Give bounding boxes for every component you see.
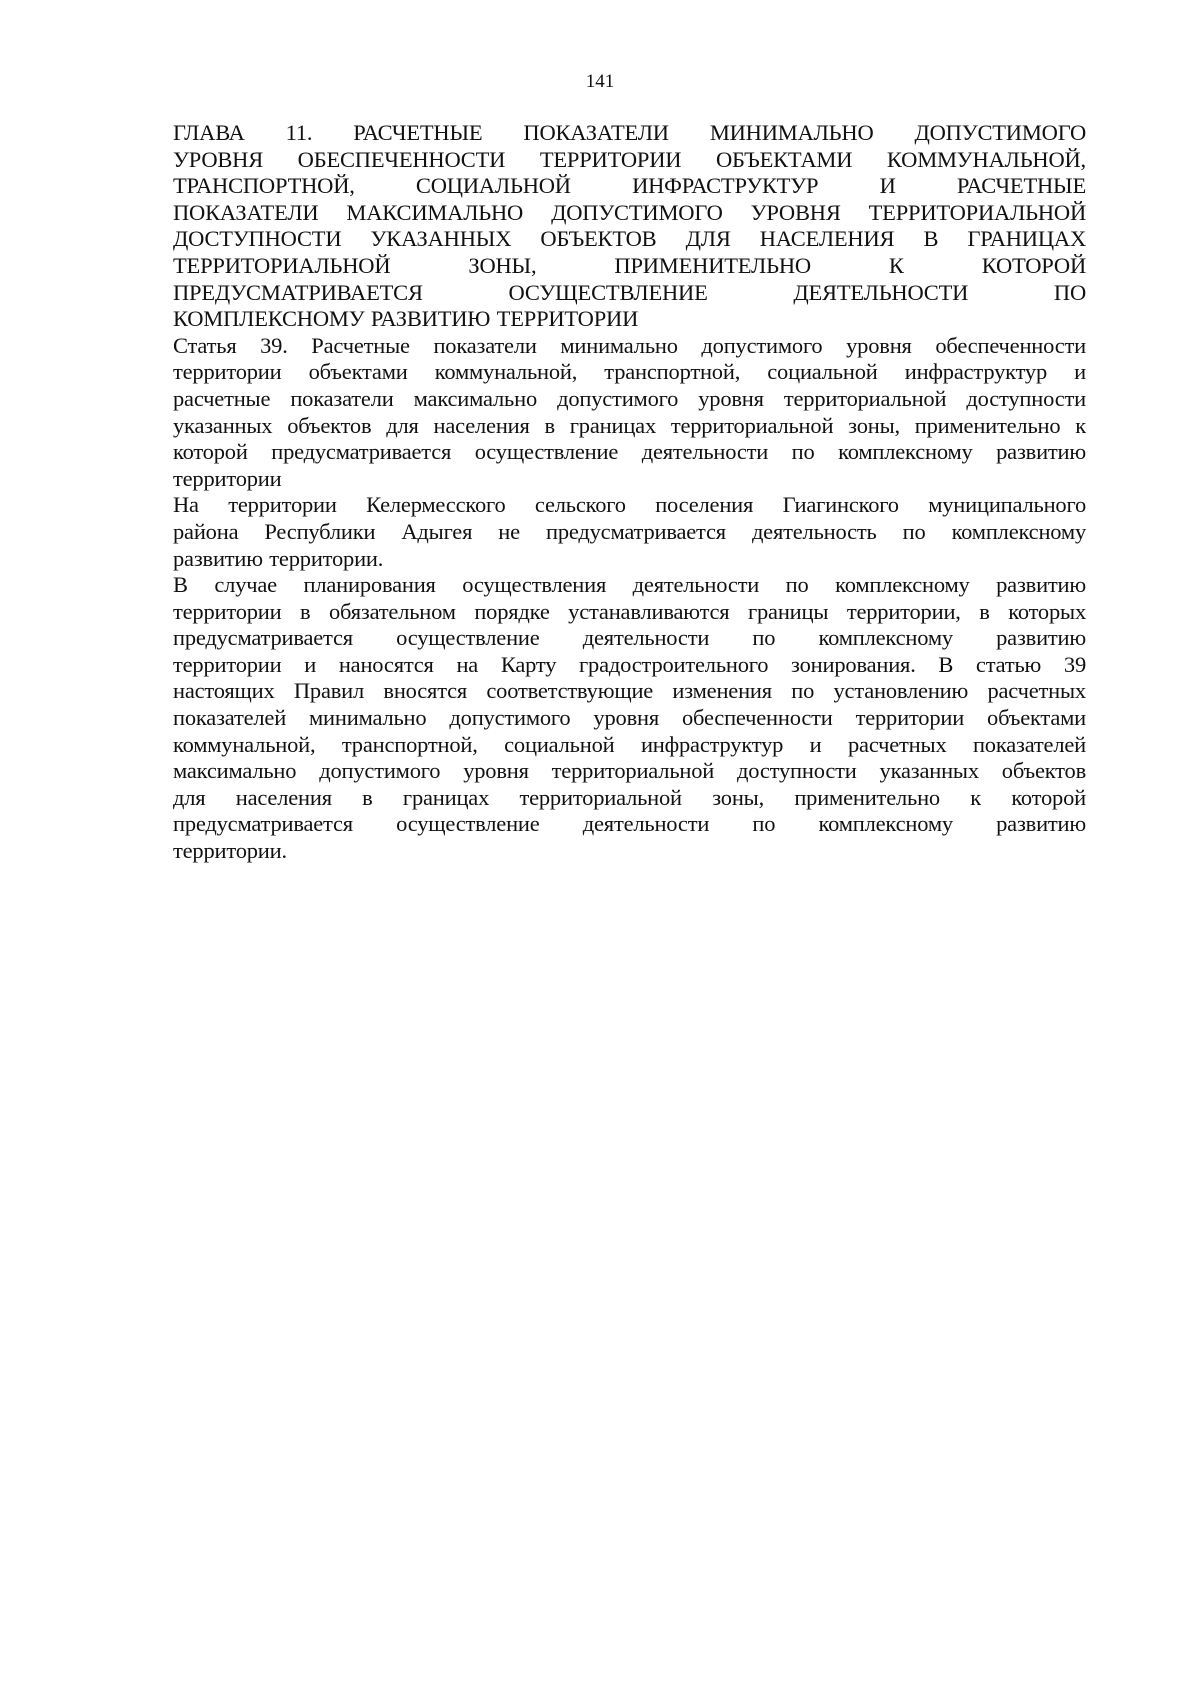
paragraph-line: территории в обязательном порядке устанавливаются границы территории, в которых [173,598,1086,624]
paragraph-line: показателей минимально допустимого уровня обеспеченности территории объектами [173,705,1086,731]
paragraph-planning-case [173,572,1086,865]
article-heading-line: расчетные показатели максимально допустимого уровня территориальной доступности [173,385,1086,411]
paragraph-line: В случае планирования осуществления деятельности по комплексному развитию [173,572,1086,598]
article-heading-line: территории объектами коммунальной, транспортной, социальной инфраструктур и [173,359,1086,385]
chapter-heading-line: ПОКАЗАТЕЛИ МАКСИМАЛЬНО ДОПУСТИМОГО УРОВНЯ ТЕРРИТОРИАЛЬНОЙ [173,199,1086,225]
page-number: 141 [585,71,615,92]
paragraph-line: коммунальной, транспортной, социальной инфраструктур и расчетных показателей [173,731,1086,757]
paragraph-no-development [173,492,1086,572]
article-heading-line: территории [173,465,282,491]
article-heading-line: указанных объектов для населения в границах территориальной зоны, применительно к [173,412,1086,438]
article-heading [173,333,1086,493]
paragraph-line: территории. [173,838,287,864]
paragraph-line: На территории Келермесского сельского поселения Гиагинского муниципального [173,492,1086,518]
article-heading-line: которой предусматривается осуществление деятельности по комплексному развитию [173,439,1086,465]
chapter-heading [173,120,1086,333]
chapter-heading-line: ТРАНСПОРТНОЙ, СОЦИАЛЬНОЙ ИНФРАСТРУКТУР И РАСЧЕТНЫЕ [173,173,1086,199]
paragraph-line: предусматривается осуществление деятельности по комплексному развитию [173,625,1086,651]
paragraph-line: для населения в границах территориальной зоны, применительно к которой [173,784,1086,810]
chapter-heading-line: КОМПЛЕКСНОМУ РАЗВИТИЮ ТЕРРИТОРИИ [173,306,639,332]
paragraph-line: предусматривается осуществление деятельности по комплексному развитию [173,811,1086,837]
document-body [173,120,1086,865]
paragraph-line: развитию территории. [173,545,384,571]
chapter-heading-line: ТЕРРИТОРИАЛЬНОЙ ЗОНЫ, ПРИМЕНИТЕЛЬНО К КОТОРОЙ [173,252,1086,278]
chapter-heading-line: ГЛАВА 11. РАСЧЕТНЫЕ ПОКАЗАТЕЛИ МИНИМАЛЬНО ДОПУСТИМОГО [173,120,1086,145]
paragraph-line: района Республики Адыгея не предусматривается деятельность по комплексному [173,518,1086,544]
article-heading-line: Статья 39. Расчетные показатели минимально допустимого уровня обеспеченности [173,332,1086,358]
paragraph-line: территории и наносятся на Карту градостроительного зонирования. В статью 39 [173,651,1086,677]
chapter-heading-line: ДОСТУПНОСТИ УКАЗАННЫХ ОБЪЕКТОВ ДЛЯ НАСЕЛЕНИЯ В ГРАНИЦАХ [173,226,1086,252]
chapter-heading-line: УРОВНЯ ОБЕСПЕЧЕННОСТИ ТЕРРИТОРИИ ОБЪЕКТАМИ КОММУНАЛЬНОЙ, [173,146,1086,172]
chapter-heading-line: ПРЕДУСМАТРИВАЕТСЯ ОСУЩЕСТВЛЕНИЕ ДЕЯТЕЛЬНОСТИ ПО [173,279,1086,305]
paragraph-line: максимально допустимого уровня территориальной доступности указанных объектов [173,758,1086,784]
paragraph-line: настоящих Правил вносятся соответствующие изменения по установлению расчетных [173,678,1086,704]
